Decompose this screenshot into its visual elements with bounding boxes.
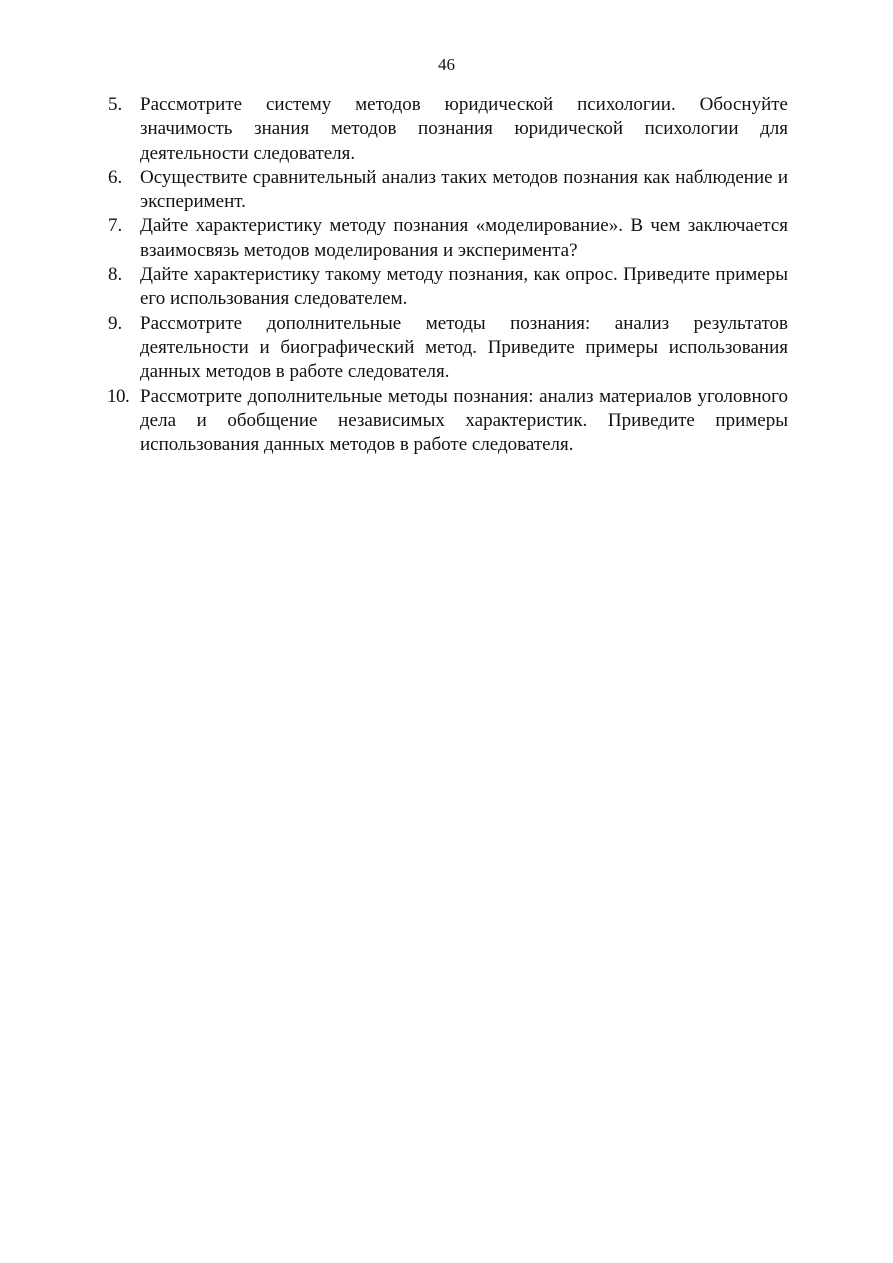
page-number: 46 xyxy=(438,55,455,74)
question-item-5 xyxy=(108,93,788,166)
question-text: Осуществите сравнительный анализ таких методов познания как наблюдение и эксперимент. xyxy=(140,166,788,213)
question-text: Рассмотрите дополнительные методы познания: анализ материалов уголовного дела и обобщение независимых характеристик. Приведите примеры использования данных методов в работе следователя. xyxy=(140,385,788,456)
question-item-10 xyxy=(108,385,788,458)
question-number: 6. xyxy=(108,166,123,188)
question-item-8 xyxy=(108,263,788,312)
question-item-6 xyxy=(108,166,788,215)
question-number: 7. xyxy=(108,215,123,237)
question-item-9 xyxy=(108,312,788,385)
question-text: Дайте характеристику методу познания «моделирование». В чем заключается взаимосвязь методов моделирования и эксперимента? xyxy=(140,215,788,261)
question-number: 8. xyxy=(108,264,123,286)
question-text: Рассмотрите дополнительные методы познания: анализ результатов деятельности и биографический метод. Приведите примеры использования данных методов в работе следователя. xyxy=(140,312,788,383)
question-number: 10. xyxy=(107,385,130,407)
question-text: Дайте характеристику такому методу познания, как опрос. Приведите примеры его использования следователем. xyxy=(140,264,788,310)
question-number: 9. xyxy=(108,312,123,334)
question-item-7 xyxy=(108,214,788,263)
question-number: 5. xyxy=(108,94,123,115)
question-text: Рассмотрите систему методов юридической психологии. Обоснуйте значимость знания методов познания юридической психологии для деятельности следователя. xyxy=(140,94,788,164)
question-list xyxy=(108,93,788,457)
